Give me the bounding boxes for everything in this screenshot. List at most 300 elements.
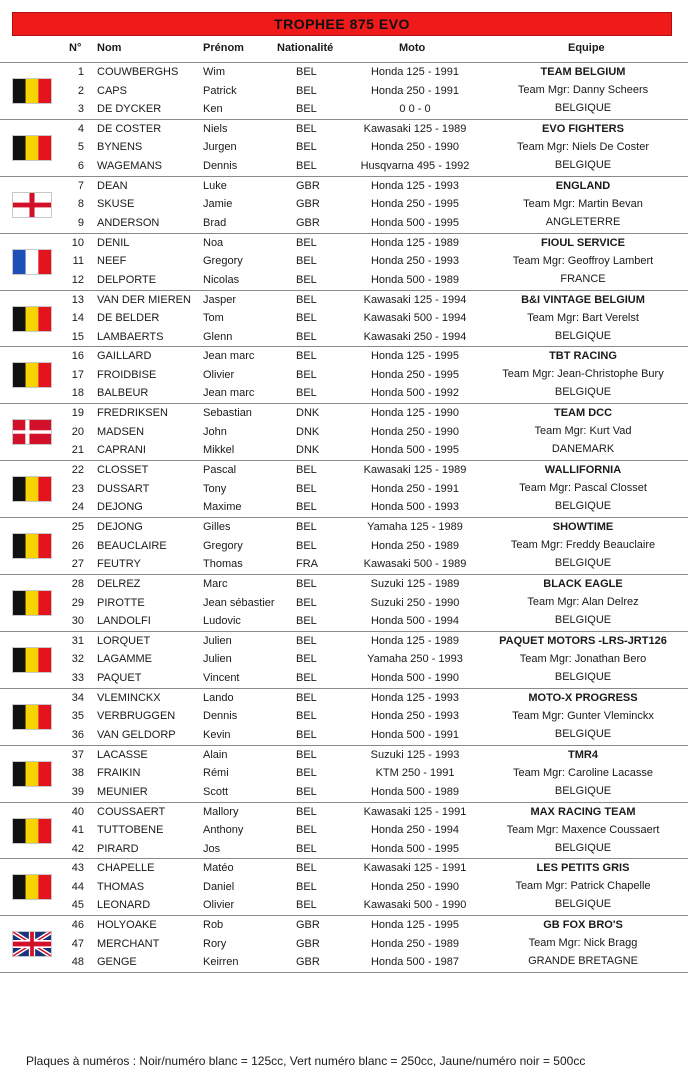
rider-nom: VERBRUGGEN [97,710,176,723]
rider-prenom: Olivier [203,899,235,912]
rider-nationalite: BEL [296,634,317,647]
rider-prenom: Maxime [203,501,242,514]
team-block [0,632,688,689]
team-manager: Team Mgr: Nick Bragg [528,937,638,950]
rider-nationalite: BEL [296,824,317,837]
team-name: TMR4 [568,748,598,761]
rider-number: 17 [71,368,84,381]
rider-moto: Kawasaki 125 - 1991 [363,862,467,875]
rider-moto: Kawasaki 125 - 1991 [363,805,467,818]
rider-number: 28 [71,578,84,591]
table-row [0,859,470,877]
team-manager: Team Mgr: Jean-Christophe Bury [502,368,664,381]
rider-prenom: Sebastian [203,407,252,420]
rider-nom: HOLYOAKE [97,919,157,932]
table-row [0,935,470,953]
rider-number: 10 [71,236,84,249]
team-block [0,689,688,746]
rider-prenom: Keirren [203,956,239,969]
rider-nom: BALBEUR [97,387,149,400]
rider-nationalite: BEL [296,691,317,704]
rider-prenom: Jos [203,842,221,855]
team-manager: Team Mgr: Martin Bevan [523,197,643,210]
team-country: FRANCE [560,272,606,285]
rider-moto: Honda 125 - 1989 [370,634,460,647]
team-name: GB FOX BRO'S [543,919,623,932]
rider-moto: Honda 125 - 1989 [370,236,460,249]
rider-nationalite: GBR [296,179,320,192]
rider-nom: CHAPELLE [97,862,155,875]
team-country: BELGIQUE [554,614,612,627]
rider-nationalite: BEL [296,255,317,268]
table-row [0,746,470,764]
rider-nom: LACASSE [97,748,148,761]
rider-number: 16 [71,350,84,363]
rider-number: 31 [71,634,84,647]
table-row [0,953,470,971]
rider-nom: DUSSART [97,482,150,495]
rider-nationalite: GBR [296,198,320,211]
rider-nationalite: BEL [296,767,317,780]
rider-moto: Honda 250 - 1995 [370,368,460,381]
rider-number: 13 [71,293,84,306]
rider-number: 39 [71,785,84,798]
rider-moto: Honda 125 - 1993 [370,179,460,192]
rider-number: 32 [71,653,84,666]
rider-moto: Kawasaki 250 - 1994 [363,330,467,343]
rider-prenom: Anthony [203,824,244,837]
rider-nationalite: BEL [296,159,317,172]
rider-nationalite: BEL [296,312,317,325]
table-header [0,40,688,58]
rider-nationalite: BEL [296,748,317,761]
rider-number: 26 [71,539,84,552]
table-row [0,575,470,593]
table-row [0,423,470,441]
header-nom: Nom [97,42,122,54]
rider-moto: Suzuki 125 - 1989 [370,578,460,591]
team-country: BELGIQUE [554,500,612,513]
table-row [0,555,470,573]
rider-number: 46 [71,919,84,932]
title-bar [12,12,672,36]
team-block [0,234,688,291]
rider-nationalite: GBR [296,216,320,229]
rider-moto: Honda 125 - 1991 [370,66,460,78]
team-country: ANGLETERRE [545,215,621,228]
rider-prenom: Noa [203,236,224,249]
rider-prenom: Luke [203,179,227,192]
rider-prenom: Mikkel [203,444,235,457]
table-row [0,498,470,516]
team-manager: Team Mgr: Bart Verelst [527,311,639,324]
rider-moto: Honda 125 - 1995 [370,919,460,932]
header-nationalite: Nationalité [277,42,334,54]
rider-moto: Honda 500 - 1990 [370,671,460,684]
rider-prenom: Alain [203,748,228,761]
team-name: MOTO-X PROGRESS [528,691,638,704]
rider-prenom: Tom [203,312,224,325]
rider-number: 44 [71,880,84,893]
rider-prenom: Ken [203,103,223,115]
rider-nom: PIRARD [97,842,139,855]
team-name: WALLIFORNIA [544,464,622,477]
rider-nationalite: BEL [296,728,317,741]
rider-moto: Honda 250 - 1991 [370,482,460,495]
team-manager: Team Mgr: Kurt Vad [534,425,632,438]
team-manager: Team Mgr: Alan Delrez [527,596,639,609]
rider-nationalite: BEL [296,293,317,306]
rider-prenom: Jean sébastier [203,596,275,609]
team-name: MAX RACING TEAM [530,805,636,818]
rider-moto: Honda 250 - 1994 [370,824,460,837]
table-row [0,537,470,555]
rider-nationalite: BEL [296,805,317,818]
header-prenom: Prénom [203,42,244,54]
rider-moto: Honda 250 - 1995 [370,198,460,211]
rider-nationalite: BEL [296,103,317,115]
rider-number: 20 [71,425,84,438]
teams-table [0,62,688,973]
rider-moto: Honda 500 - 1993 [370,501,460,514]
rider-number: 15 [71,330,84,343]
rider-nom: LANDOLFI [97,615,151,628]
rider-nationalite: GBR [296,956,320,969]
rider-moto: Husqvarna 495 - 1992 [360,159,470,172]
table-row [0,384,470,402]
rider-nationalite: BEL [296,236,317,249]
rider-nationalite: BEL [296,84,317,97]
rider-nationalite: BEL [296,368,317,381]
table-row [0,214,470,232]
rider-prenom: Jean marc [203,350,255,363]
rider-moto: Honda 500 - 1989 [370,273,460,286]
rider-nom: FRAIKIN [97,767,141,780]
table-row [0,803,470,821]
table-row [0,291,470,309]
team-country: BELGIQUE [554,557,612,570]
team-name: B&I VINTAGE BELGIUM [521,293,645,306]
table-row [0,632,470,650]
rider-prenom: Patrick [203,84,237,97]
rider-moto: Kawasaki 125 - 1989 [363,122,467,135]
rider-prenom: Jasper [203,293,237,306]
rider-moto: Honda 500 - 1994 [370,615,460,628]
rider-nationalite: BEL [296,501,317,514]
rider-prenom: Vincent [203,671,240,684]
rider-number: 24 [71,501,84,514]
rider-prenom: Dennis [203,710,238,723]
header-moto: Moto [399,42,426,54]
table-row [0,594,470,612]
rider-number: 8 [77,198,84,211]
team-country: DANEMARK [551,443,615,456]
team-block [0,120,688,177]
rider-moto: Honda 500 - 1995 [370,444,460,457]
rider-moto: Kawasaki 500 - 1994 [363,312,467,325]
rider-number: 2 [77,84,84,97]
team-country: GRANDE BRETAGNE [528,955,638,968]
rider-moto: Honda 250 - 1989 [370,539,460,552]
table-row [0,689,470,707]
rider-prenom: Nicolas [203,273,240,286]
team-manager: Team Mgr: Caroline Lacasse [512,766,653,779]
rider-moto: Honda 500 - 1987 [370,956,460,969]
rider-moto: Honda 500 - 1991 [370,728,460,741]
rider-number: 18 [71,387,84,400]
rider-prenom: Gregory [203,539,243,552]
rider-nom: CAPRANI [97,444,146,457]
table-row [0,252,470,270]
rider-nom: ANDERSON [97,216,160,229]
rider-prenom: John [203,425,227,438]
rider-nationalite: BEL [296,862,317,875]
rider-nom: NEEF [97,255,127,268]
table-row [0,100,470,118]
rider-prenom: Jamie [203,198,233,211]
rider-moto: Honda 500 - 1992 [370,387,460,400]
rider-nationalite: BEL [296,350,317,363]
rider-nom: COUSSAERT [97,805,166,818]
rider-prenom: Tony [203,482,227,495]
team-name: TEAM BELGIUM [540,66,626,78]
team-block [0,803,688,860]
rider-prenom: Marc [203,578,228,591]
table-row [0,271,470,289]
rider-prenom: Gilles [203,521,231,534]
team-name: BLACK EAGLE [543,578,623,591]
table-row [0,461,470,479]
rider-nom: DE COSTER [97,122,162,135]
rider-moto: Kawasaki 500 - 1989 [363,558,467,571]
rider-nationalite: BEL [296,521,317,534]
rider-nom: DEAN [97,179,128,192]
team-country: BELGIQUE [554,386,612,399]
rider-nationalite: BEL [296,66,317,78]
rider-nom: MADSEN [97,425,145,438]
table-row [0,138,470,156]
rider-nom: FEUTRY [97,558,141,571]
rider-number: 45 [71,899,84,912]
rider-moto: Honda 125 - 1990 [370,407,460,420]
team-name: ENGLAND [555,179,611,192]
team-manager: Team Mgr: Niels De Coster [516,140,650,153]
table-row [0,764,470,782]
table-row [0,821,470,839]
rider-moto: Suzuki 250 - 1990 [370,596,460,609]
rider-moto: 0 0 - 0 [399,103,431,115]
rider-number: 6 [77,159,84,172]
rider-moto: Kawasaki 500 - 1990 [363,899,467,912]
team-block [0,291,688,348]
team-name: LES PETITS GRIS [536,862,630,875]
rider-prenom: Rory [203,937,227,950]
rider-nom: VAN DER MIEREN [97,293,191,306]
table-row [0,896,470,914]
rider-nationalite: BEL [296,482,317,495]
rider-number: 38 [71,767,84,780]
rider-prenom: Scott [203,785,229,798]
team-name: TEAM DCC [553,407,613,420]
rider-number: 40 [71,805,84,818]
team-block [0,461,688,518]
rider-prenom: Brad [203,216,227,229]
team-manager: Team Mgr: Danny Scheers [517,84,649,96]
team-manager: Team Mgr: Patrick Chapelle [515,880,651,893]
table-row [0,234,470,252]
rider-nationalite: DNK [296,425,320,438]
team-manager: Team Mgr: Gunter Vleminckx [512,709,654,722]
rider-number: 9 [77,216,84,229]
rider-nationalite: BEL [296,387,317,400]
rider-nationalite: BEL [296,596,317,609]
team-country: BELGIQUE [554,102,612,114]
table-row [0,120,470,138]
rider-prenom: Rémi [203,767,229,780]
team-block [0,518,688,575]
rider-number: 12 [71,273,84,286]
rider-prenom: Wim [203,66,225,78]
rider-nom: GAILLARD [97,350,152,363]
rider-number: 48 [71,956,84,969]
rider-prenom: Jean marc [203,387,255,400]
rider-nationalite: BEL [296,330,317,343]
rider-prenom: Olivier [203,368,235,381]
rider-number: 14 [71,312,84,325]
rider-prenom: Kevin [203,728,231,741]
rider-nom: LAGAMME [97,653,153,666]
rider-nationalite: BEL [296,464,317,477]
rider-number: 37 [71,748,84,761]
rider-number: 27 [71,558,84,571]
team-name: TBT RACING [549,350,617,363]
rider-prenom: Dennis [203,159,238,172]
team-block [0,575,688,632]
rider-prenom: Julien [203,653,232,666]
table-row [0,707,470,725]
rider-nom: MERCHANT [97,937,160,950]
rider-nationalite: BEL [296,653,317,666]
rider-nom: MEUNIER [97,785,148,798]
rider-prenom: Thomas [203,558,243,571]
rider-moto: Honda 125 - 1993 [370,691,460,704]
team-name: PAQUET MOTORS -LRS-JRT126 [499,634,667,647]
rider-nationalite: BEL [296,842,317,855]
rider-number: 30 [71,615,84,628]
team-country: BELGIQUE [554,784,612,797]
rider-prenom: Ludovic [203,615,241,628]
rider-number: 23 [71,482,84,495]
rider-moto: KTM 250 - 1991 [375,767,455,780]
rider-prenom: Glenn [203,330,233,343]
rider-nom: LAMBAERTS [97,330,164,343]
rider-nom: WAGEMANS [97,159,162,172]
rider-number: 33 [71,671,84,684]
rider-number: 11 [72,255,84,268]
rider-nationalite: BEL [296,785,317,798]
rider-number: 22 [71,464,84,477]
rider-nom: DELREZ [97,578,141,591]
rider-nom: SKUSE [97,198,135,211]
rider-moto: Yamaha 250 - 1993 [367,653,463,666]
rider-nom: LEONARD [97,899,151,912]
table-row [0,441,470,459]
rider-nom: DEJONG [97,501,143,514]
table-row [0,518,470,536]
table-row [0,157,470,175]
rider-prenom: Rob [203,919,224,932]
rider-nom: FROIDBISE [97,368,157,381]
rider-nom: LORQUET [97,634,151,647]
rider-prenom: Julien [203,634,232,647]
table-row [0,916,470,934]
rider-nom: TUTTOBENE [97,824,164,837]
table-row [0,783,470,801]
rider-nom: BYNENS [97,141,143,154]
rider-number: 3 [77,103,84,115]
rider-nom: BEAUCLAIRE [97,539,167,552]
table-row [0,840,470,858]
team-block [0,177,688,234]
team-manager: Team Mgr: Jonathan Bero [519,652,647,665]
team-block [0,404,688,461]
header-num: N° [69,42,82,54]
rider-prenom: Daniel [203,880,235,893]
rider-prenom: Pascal [203,464,237,477]
rider-nom: PAQUET [97,671,142,684]
rider-prenom: Lando [203,691,234,704]
team-name: EVO FIGHTERS [542,122,624,135]
rider-prenom: Matéo [203,862,234,875]
rider-nationalite: BEL [296,710,317,723]
table-row [0,612,470,630]
rider-moto: Honda 250 - 1990 [370,425,460,438]
team-manager: Team Mgr: Geoffroy Lambert [512,254,654,267]
rider-nationalite: GBR [296,937,320,950]
rider-moto: Honda 250 - 1991 [370,84,460,97]
rider-nom: CAPS [97,84,127,97]
rider-nationalite: BEL [296,671,317,684]
rider-number: 25 [71,521,84,534]
rider-number: 19 [71,407,84,420]
rider-nom: DEJONG [97,521,143,534]
rider-nationalite: BEL [296,615,317,628]
rider-nom: GENGE [97,956,137,969]
rider-nom: THOMAS [97,880,145,893]
rider-nationalite: BEL [296,539,317,552]
rider-nom: DE DYCKER [97,103,162,115]
rider-moto: Honda 500 - 1995 [370,216,460,229]
rider-number: 4 [77,122,84,135]
team-block [0,916,688,973]
rider-number: 34 [71,691,84,704]
rider-nationalite: GBR [296,919,320,932]
rider-nom: PIROTTE [97,596,145,609]
rider-prenom: Gregory [203,255,243,268]
rider-nationalite: BEL [296,141,317,154]
team-country: BELGIQUE [554,158,612,171]
header-equipe: Equipe [568,42,605,54]
footer-note: Plaques à numéros : Noir/numéro blanc = 125cc, Vert numéro blanc = 250cc, Jaune/numéro noir = 500cc [26,1054,586,1068]
page-title: TROPHEE 875 EVO [274,16,410,32]
rider-nom: VAN GELDORP [97,728,176,741]
rider-nom: FREDRIKSEN [97,407,168,420]
rider-moto: Honda 250 - 1990 [370,880,460,893]
rider-nationalite: DNK [296,407,320,420]
rider-number: 47 [71,937,84,950]
rider-moto: Honda 250 - 1989 [370,937,460,950]
rider-moto: Kawasaki 125 - 1989 [363,464,467,477]
